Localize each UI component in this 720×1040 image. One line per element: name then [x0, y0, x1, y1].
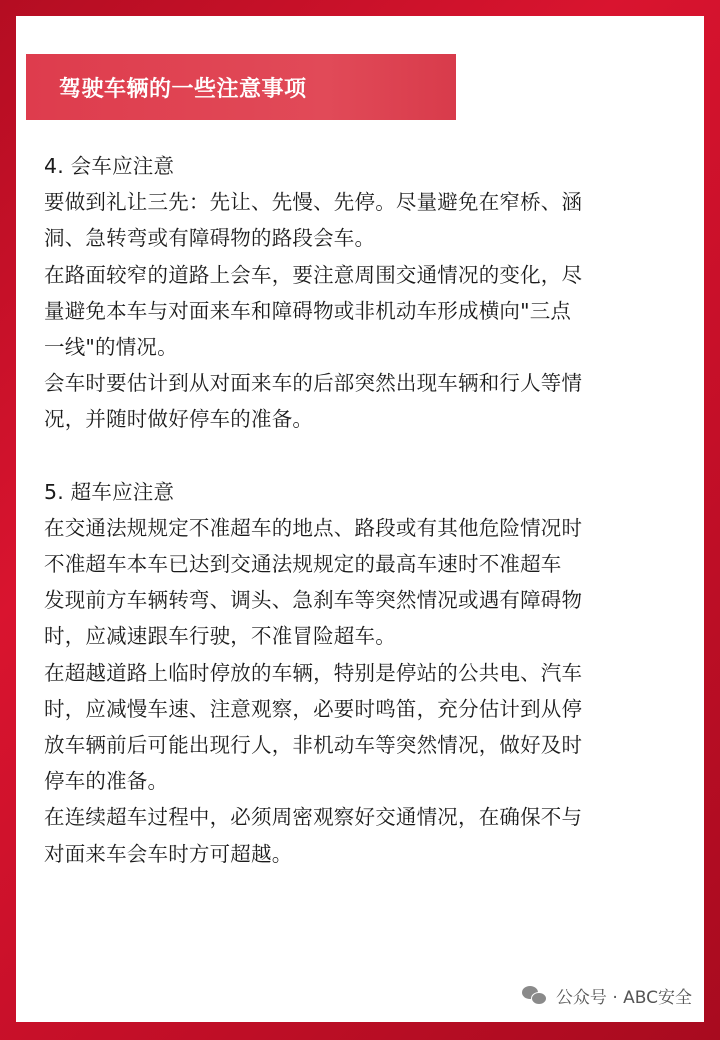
text-line: 对面来车会车时方可超越。: [44, 841, 293, 866]
text-line: 会车时要估计到从对面来车的后部突然出现车辆和行人等情: [44, 371, 583, 396]
text-line: 停车的准备。: [44, 769, 169, 794]
section-heading: 5. 超车应注意: [44, 479, 175, 504]
section-meeting-vehicles: [44, 148, 684, 438]
content-card: [16, 16, 704, 1022]
wechat-icon: [522, 985, 548, 1007]
text-line: 在路面较窄的道路上会车，要注意周围交通情况的变化，尽: [44, 262, 583, 287]
text-line: 在超越道路上临时停放的车辆，特别是停站的公共电、汽车: [44, 660, 583, 685]
watermark-text: 公众号 · ABC安全: [555, 988, 692, 1008]
text-line: 量避免本车与对面来车和障碍物或非机动车形成横向"三点: [44, 298, 572, 323]
text-line: 要做到礼让三先：先让、先慢、先停。尽量避免在窄桥、涵: [44, 190, 583, 215]
text-line: 洞、急转弯或有障碍物的路段会车。: [44, 226, 376, 251]
text-line: 不准超车本车已达到交通法规规定的最高车速时不准超车: [44, 552, 562, 577]
text-line: 况，并随时做好停车的准备。: [44, 407, 314, 432]
title-banner: [26, 54, 456, 120]
text-line: 时，应减慢车速、注意观察，必要时鸣笛，充分估计到从停: [44, 696, 583, 721]
text-line: 时，应减速跟车行驶，不准冒险超车。: [44, 624, 396, 649]
page-title: 驾驶车辆的一些注意事项: [59, 76, 307, 102]
section-overtaking: [44, 474, 684, 872]
text-line: 在交通法规规定不准超车的地点、路段或有其他危险情况时: [44, 515, 583, 540]
text-line: 发现前方车辆转弯、调头、急刹车等突然情况或遇有障碍物: [44, 588, 583, 613]
text-line: 在连续超车过程中，必须周密观察好交通情况，在确保不与: [44, 805, 583, 830]
section-heading: 4. 会车应注意: [44, 154, 175, 178]
article-body: [44, 148, 684, 908]
text-line: 一线"的情况。: [44, 335, 178, 360]
watermark: [522, 983, 692, 1008]
text-line: 放车辆前后可能出现行人，非机动车等突然情况，做好及时: [44, 733, 583, 758]
